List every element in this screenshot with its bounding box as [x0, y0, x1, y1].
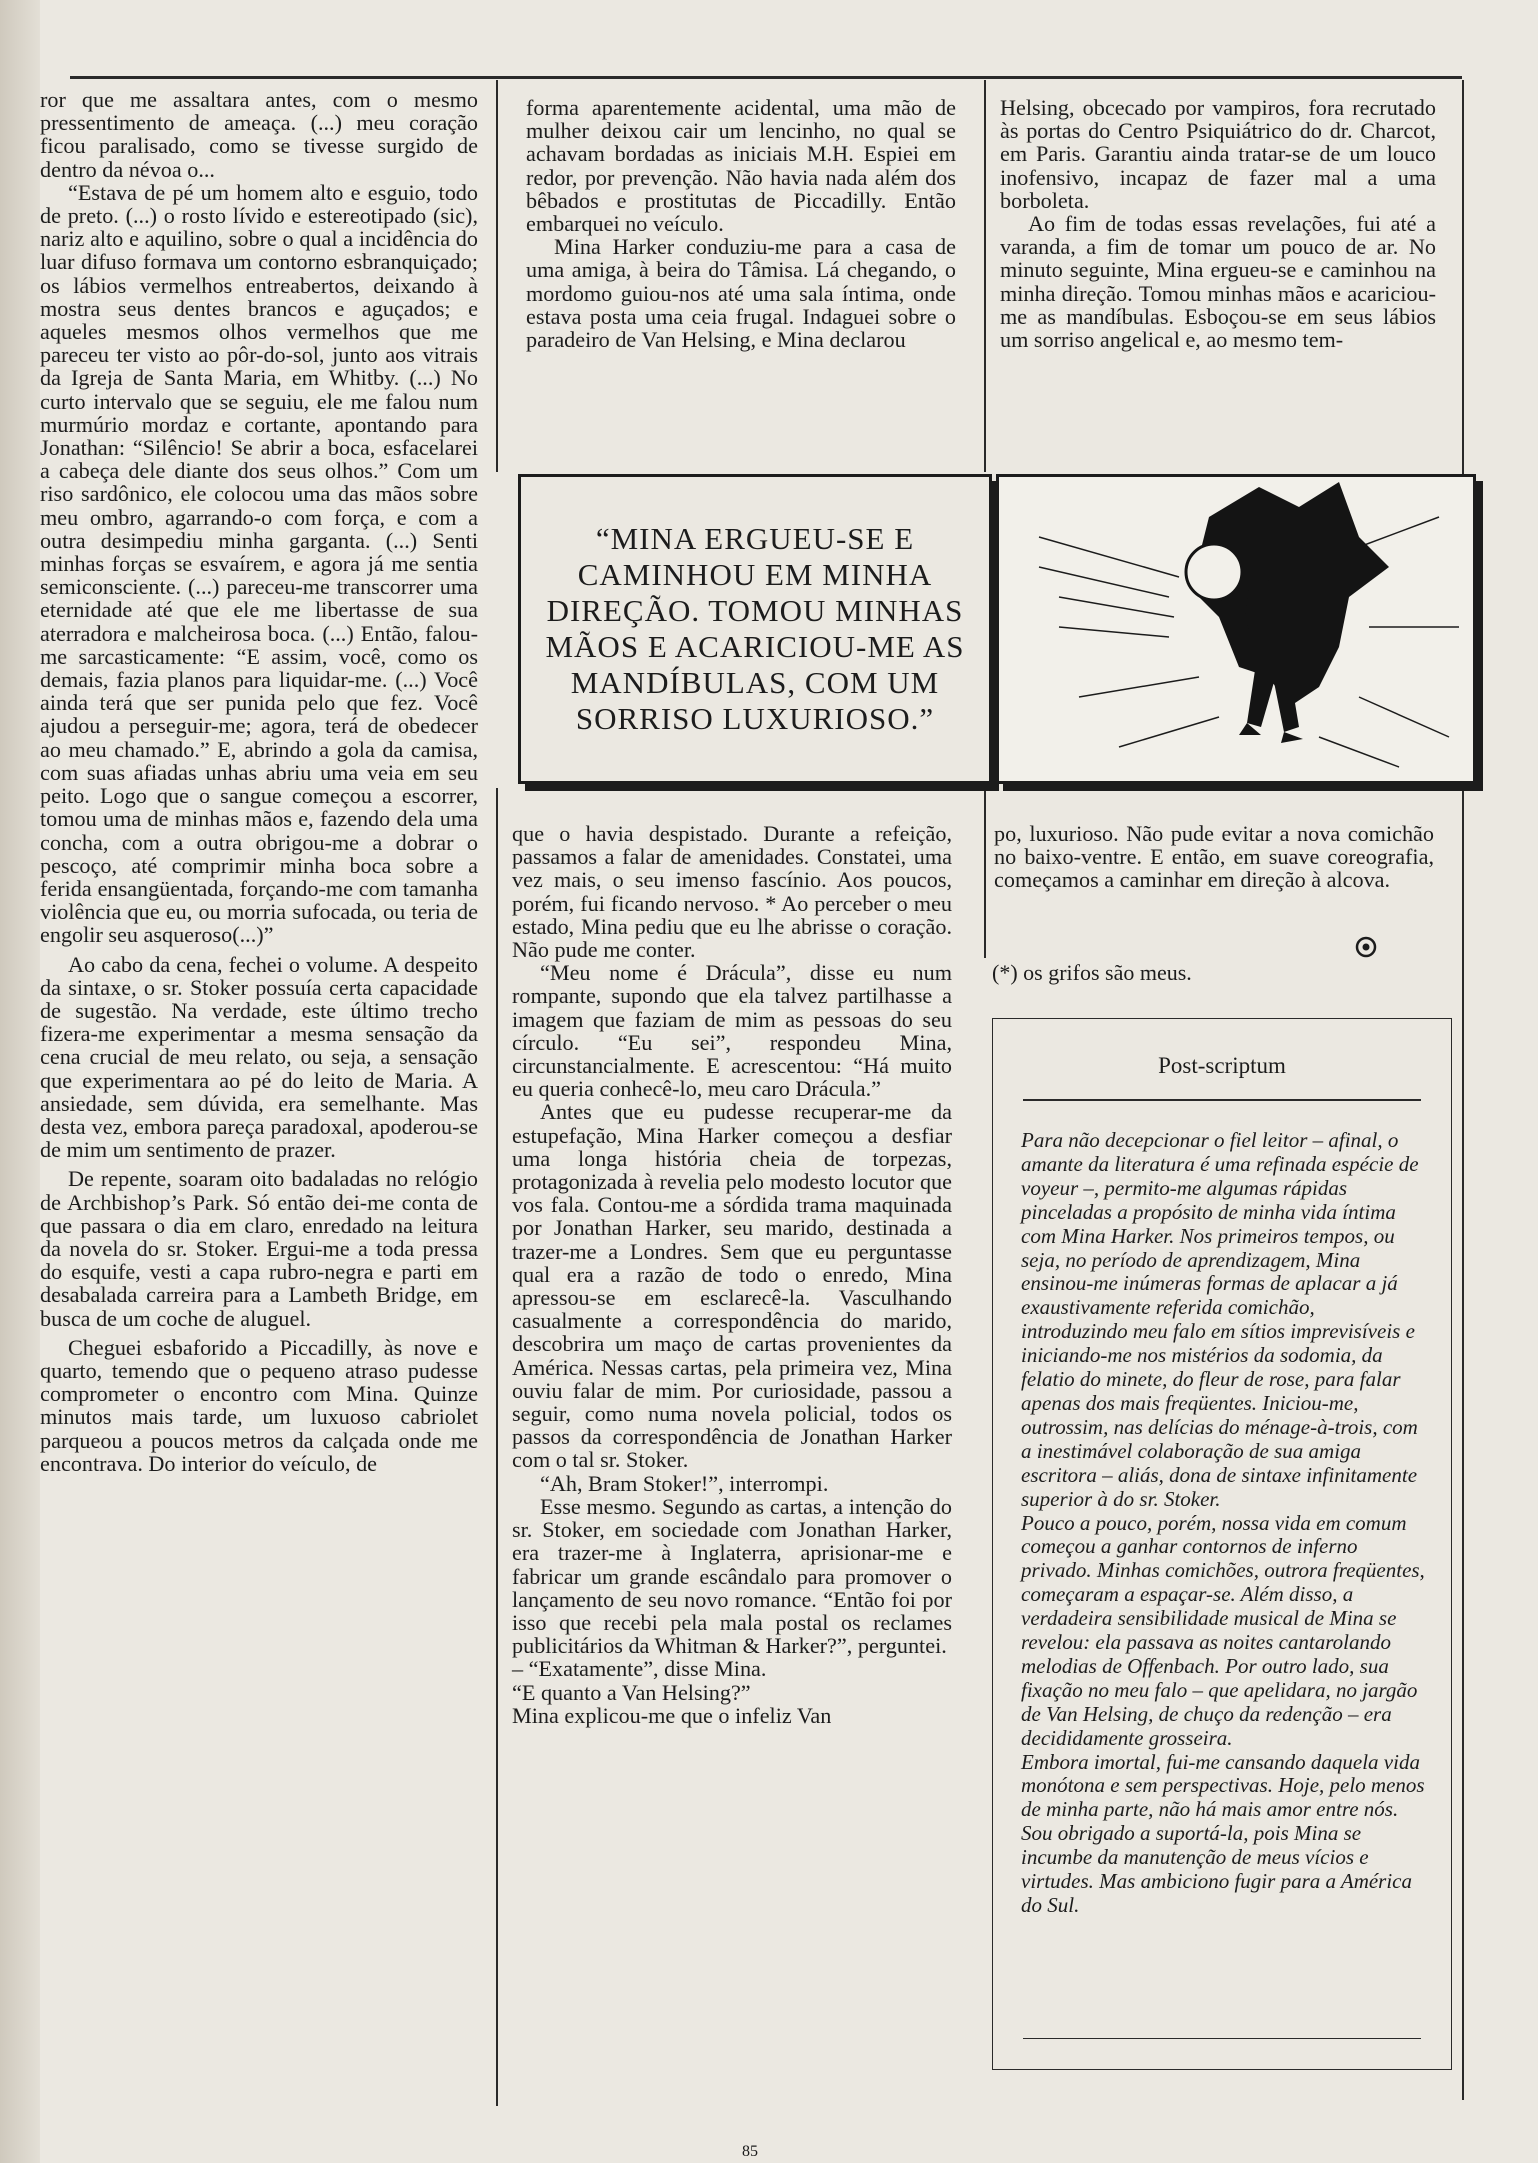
col2-paragraph: Antes que eu pudesse recuperar-me da estupefação, Mina Harker começou a desfiar uma longa história cheia de torpezas, protagonizada à revelia pelo modesto locutor que vos fala. Contou-me a sórdida trama maquinada por Jonathan Harker, seu marido, destinada a trazer-me a Londres. Sem que eu perguntasse qual era a razão de todo o enredo, Mina apressou-se em esclarecê-la. Vasculhando casualmente a correspondência do marido, descobrira um maço de cartas provenientes da América. Nessas cartas, pela primeira vez, Mina ouviu falar de mim. Por curiosidade, passou a seguir, como numa novela policial, todos os passos da correspondência de Jonathan Harker com o tal sr. Stoker.	[512, 1099, 952, 1473]
pull-quote	[518, 474, 992, 784]
post-scriptum-box	[992, 1018, 1452, 2070]
column-3-top	[1000, 96, 1436, 351]
col2-paragraph: Esse mesmo. Segundo as cartas, a intenção do sr. Stoker, em sociedade com Jonathan Harker, era trazer-me à Inglaterra, aprisionar-me e fabricar um grande escândalo para promover o lançamento de seu novo romance. “Então foi por isso que recebi pela mala postal os reclames publicitários da Whitman & Harker?”, perguntei.	[512, 1493, 952, 1659]
pull-quote-text: “MINA ERGUEU-SE E CAMINHOU EM MINHA DIREÇÃO. TOMOU MINHAS MÃOS E ACARICIOU-ME AS MANDÍBULAS, COM UM SORRISO LUXURIOSO.”	[545, 521, 965, 736]
col2-paragraph: Mina explicou-me que o infeliz Van	[512, 1702, 832, 1728]
ps-paragraph: Embora imortal, fui-me cansando daquela vida monótona e sem perspectivas. Hoje, pelo menos de minha parte, não há mais amor entre nós. Sou obrigado a suportá-la, pois Mina se incumbe da manutenção de meus vícios e virtudes. Mas ambiciono fugir para a América do Sul.	[1021, 1749, 1425, 1917]
col2-paragraph: forma aparentemente acidental, uma mão de mulher deixou cair um lencinho, no qual se achavam bordadas as iniciais M.H. Espiei em redor, por prevenção. Não havia nada além dos bêbados e prostitutas de Piccadilly. Então embarquei no veículo.	[526, 95, 956, 237]
col3-paragraph: po, luxurioso. Não pude evitar a nova comichão no baixo-ventre. E então, em suave coreografia, começamos a caminhar em direção à alcova.	[994, 821, 1434, 893]
vampire-cape-illustration	[996, 474, 1476, 784]
col2-paragraph: Mina Harker conduziu-me para a casa de uma amiga, à beira do Tâmisa. Lá chegando, o mordomo guiou-nos até uma sala íntima, onde estava posta uma ceia frugal. Indaguei sobre o paradeiro de Van Helsing, e Mina declarou	[526, 234, 956, 353]
col1-paragraph: ror que me assaltara antes, com o mesmo pressentimento de ameaça. (...) meu coração ficou paralisado, como se tivesse surgido de dentro da névoa o...	[40, 87, 478, 182]
ps-paragraph: Para não decepcionar o fiel leitor – afinal, o amante da literatura é uma refinada espécie de voyeur –, permito-me algumas rápidas pinceladas a propósito de minha vida íntima com Mina Harker. Nos primeiros tempos, ou seja, no período de aprendizagem, Mina ensinou-me inúmeras formas de aplacar a já exaustivamente referida comichão, introduzindo meu falo em sítios imprevisíveis e iniciando-me nos mistérios da sodomia, da felatio do minete, do fleur de rose, para falar apenas dos mais freqüentes. Iniciou-me, outrossim, nas delícias do ménage-à-trois, com a inestimável colaboração de sua amiga escritora – aliás, dona de sintaxe infinitamente superior à do sr. Stoker.	[1021, 1128, 1419, 1511]
col2-paragraph: “Ah, Bram Stoker!”, interrompi.	[540, 1470, 829, 1496]
column-rule-4	[984, 788, 986, 958]
top-rule	[70, 76, 1462, 79]
col1-paragraph: De repente, soaram oito badaladas no relógio de Archbishop’s Park. Só então dei-me conta de que passara o dia em claro, enredado na leitura da novela do sr. Stoker. Ergui-me a toda pressa do esquife, vesti a capa rubro-negra e parti em desabalada carreira para a Lambeth Bridge, em busca de um coche de aluguel.	[40, 1166, 478, 1331]
col3-paragraph: Ao fim de todas essas revelações, fui até a varanda, a fim de tomar um pouco de ar. No minuto seguinte, Mina ergueu-se e caminhou na minha direção. Tomou minhas mãos e acariciou-me as mandíbulas. Esboçou-se em seus lábios um sorriso angelical e, ao mesmo tem-	[1000, 211, 1436, 353]
column-rule-2	[984, 80, 986, 472]
post-scriptum-rule	[1023, 1099, 1421, 1101]
column-rule-1	[496, 80, 498, 472]
post-scriptum-title: Post-scriptum	[1158, 1053, 1286, 1078]
column-1	[40, 88, 478, 1475]
footnote: (*) os grifos são meus.	[992, 960, 1192, 985]
col3-paragraph: Helsing, obcecado por vampiros, fora recrutado às portas do Centro Psiquiátrico do dr. Charcot, em Paris. Garantiu ainda tratar-se de um louco inofensivo, incapaz de fazer mal a uma borboleta.	[1000, 95, 1436, 213]
col1-paragraph: Cheguei esbaforido a Piccadilly, às nove e quarto, temendo que o pequeno atraso pudesse comprometer o encontro com Mina. Quinze minutos mais tarde, um luxuoso cabriolet parqueou a poucos metros da calçada onde me encontrava. Do interior do veículo, de	[40, 1334, 478, 1476]
post-scriptum-bottom-rule	[1023, 2038, 1421, 2040]
col2-paragraph: “Meu nome é Drácula”, disse eu num rompante, supondo que ela talvez partilhasse a imagem que faziam de mim as pessoas do seu círculo. “Eu sei”, respondeu Mina, circunstancialmente. E acrescentou: “Há muito eu queria conhecê-lo, meu caro Drácula.”	[512, 960, 952, 1102]
post-scriptum-body	[1021, 1129, 1425, 1918]
vampire-cape-drawing	[999, 477, 1473, 781]
column-2-bottom	[512, 822, 952, 1727]
page-number: 85	[742, 2143, 758, 2160]
column-rule-3	[496, 788, 498, 2106]
col1-paragraph: “Estava de pé um homem alto e esguio, todo de preto. (...) o rosto lívido e estereotipado (sic), nariz alto e aquilino, sobre o qual a incidência do luar difuso formava um contorno esbranquiçado; os lábios vermelhos entreabertos, deixando à mostra seus dentes brancos e aguçados; e aqueles mesmos olhos vermelhos que me pareceu ter visto ao pôr-do-sol, junto aos vitrais da Igreja de Santa Maria, em Whitby. (...) No curto intervalo que se seguiu, ele me falou num murmúrio mordaz e cortante, apontando para Jonathan: “Silêncio! Se abrir a boca, esfacelarei a cabeça dele diante dos seus olhos.” Com um riso sardônico, ele colocou uma das mãos sobre meu ombro, agarrando-o com força, e com a outra desimpediu minha garganta. (...) Senti minhas forças se esvaírem, e agora já me sentia semiconsciente. (...) pareceu-me transcorrer uma eternidade até que ele me libertasse de sua aterradora e malcheirosa boca. (...) Então, falou-me sarcasticamente: “E assim, você, como os demais, fazia planos para liquidar-me. (...) Você ainda terá que ser punida pelo que fez. Você ajudou a perseguir-me; agora, terá de obedecer ao meu chamado.” E, abrindo a gola da camisa, com suas afiadas unhas abriu uma veia em seu peito. Logo que o sangue começou a escorrer, tomou uma de minhas mãos e, fazendo dela uma concha, com a outra obrigou-me a dobrar o pescoço, até comprimir minha boca sobre a ferida ensangüentada, forçando-me com tamanha violência que eu, ou morria sufocada, ou teria de engolir seu asqueroso(...)”	[40, 179, 478, 948]
col2-paragraph: “E quanto a Van Helsing?”	[512, 1679, 751, 1705]
column-2-top	[526, 96, 956, 351]
page-edge	[0, 0, 40, 2163]
col2-paragraph: – “Exatamente”, disse Mina.	[512, 1656, 767, 1682]
col2-paragraph: que o havia despistado. Durante a refeição, passamos a falar de amenidades. Constatei, uma vez mais, o seu imenso fascínio. Aos poucos, porém, fui ficando nervoso. * Ao perceber o meu estado, Mina pediu que eu lhe abrisse o coração. Não pude me conter.	[512, 821, 952, 963]
column-3-bottom	[994, 822, 1434, 892]
col1-paragraph: Ao cabo da cena, fechei o volume. A despeito da sintaxe, o sr. Stoker possuía certa capacidade de sugestão. Na verdade, este último trecho fizera-me experimentar a mesma sensação da cena crucial de meu relato, ou seja, a sensação que experimentara ao pé do leito de Maria. A ansiedade, sem dúvida, era semelhante. Mas desta vez, embora pareça paradoxal, apoderou-se de mim um sentimento de prazer.	[40, 951, 478, 1163]
end-mark-icon	[1355, 936, 1377, 958]
ps-paragraph: Pouco a pouco, porém, nossa vida em comum começou a ganhar contornos de inferno privado. Minhas comichões, outrora freqüentes, começaram a espaçar-se. Além disso, a verdadeira sensibilidade musical de Mina se revelou: ela passava as noites cantarolando melodias de Offenbach. Por outro lado, sua fixação no meu falo – que apelidara, no jargão de Van Helsing, de chuço da redenção – era decididamente grosseira.	[1021, 1510, 1425, 1750]
right-rule	[1462, 80, 1464, 2100]
